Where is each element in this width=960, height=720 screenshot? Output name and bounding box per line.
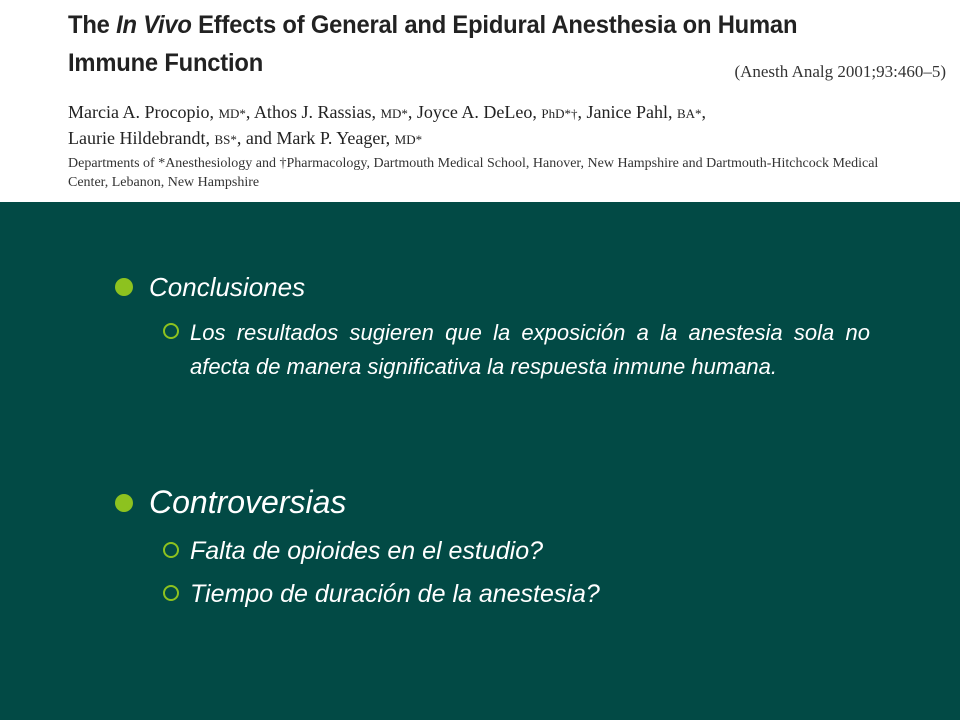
hollow-bullet-icon xyxy=(163,323,179,339)
author-list xyxy=(68,100,888,152)
section-heading-controversias: Controversias xyxy=(149,484,347,520)
author: Laurie Hildebrandt, BS*, and xyxy=(68,128,277,148)
conclusion-text: Los resultados sugieren que la exposición a la anestesia sola no afecta de manera significativa la respuesta inmune humana. xyxy=(190,320,870,379)
hollow-bullet-icon xyxy=(163,585,179,601)
hollow-bullet-icon xyxy=(163,542,179,558)
title-italic: In Vivo xyxy=(116,11,192,39)
controversy-item: Tiempo de duración de la anestesia? xyxy=(190,580,600,608)
bullet-dot-icon xyxy=(115,494,133,512)
author: Marcia A. Procopio, MD*, xyxy=(68,102,254,122)
controversy-item: Falta de opioides en el estudio? xyxy=(190,537,544,565)
section-heading-conclusiones: Conclusiones xyxy=(149,272,306,302)
author: Janice Pahl, BA*, xyxy=(586,102,707,122)
title-prefix: The xyxy=(68,11,117,39)
bullet-dot-icon xyxy=(115,278,133,296)
author: Joyce A. DeLeo, PhD*†, xyxy=(416,102,587,122)
citation: (Anesth Analg 2001;93:460–5) xyxy=(734,62,946,81)
author: Mark P. Yeager, MD* xyxy=(276,128,423,148)
slide-body xyxy=(0,202,960,720)
author: Athos J. Rassias, MD*, xyxy=(253,102,417,122)
title-rest: Effects of General and Epidural Anesthesia on Human Immune Function xyxy=(68,11,798,77)
paper-header xyxy=(0,0,960,202)
affiliation: Departments of *Anesthesiology and †Pharmacology, Dartmouth Medical School, Hanover, New Hampshire and Dartmouth-Hitchcock Medical Center, Lebanon, New Hampshire xyxy=(68,156,879,190)
